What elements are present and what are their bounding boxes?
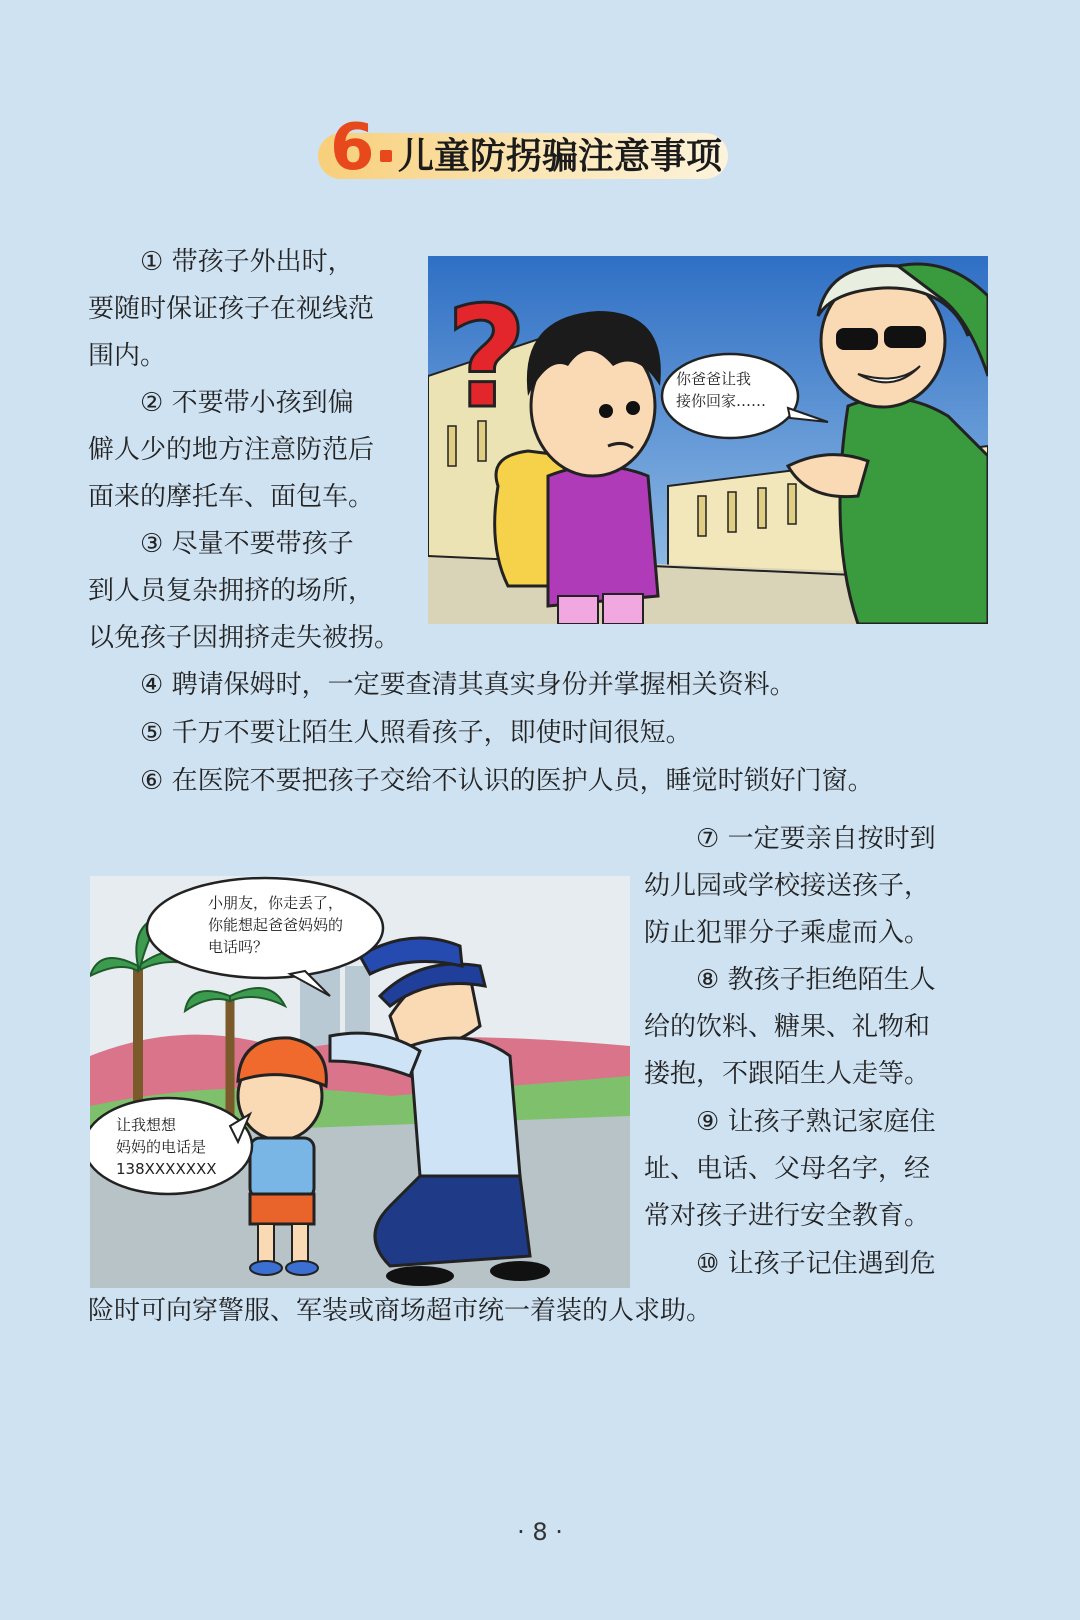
item-10-line-1: ⑩ 让孩子记住遇到危 — [696, 1249, 936, 1279]
svg-text:?: ? — [446, 277, 528, 440]
page-number: · 8 · — [517, 1518, 563, 1546]
item-2-line-3: 面来的摩托车、面包车。 — [88, 482, 375, 512]
section-number-dot — [380, 150, 392, 162]
item-3-line-3: 以免孩子因拥挤走失被拐。 — [88, 623, 401, 653]
item-8-line-1: ⑧ 教孩子拒绝陌生人 — [696, 965, 936, 995]
illustration-police-art — [90, 876, 630, 1288]
item-3-line-1: ③ 尽量不要带孩子 — [140, 529, 354, 559]
item-8-line-3: 搂抱，不跟陌生人走等。 — [644, 1059, 931, 1089]
item-4: ④ 聘请保姆时，一定要查清其真实身份并掌握相关资料。 — [140, 670, 796, 700]
item-8-line-2: 给的饮料、糖果、礼物和 — [644, 1012, 931, 1042]
police-speech-line-1: 小朋友，你走丢了， — [208, 894, 344, 912]
item-7-line-2: 幼儿园或学校接送孩子， — [644, 871, 931, 901]
item-9-line-1: ⑨ 让孩子熟记家庭住 — [696, 1107, 936, 1137]
section-number: 6 — [330, 111, 375, 185]
illustration-police — [90, 876, 630, 1288]
police-speech-line-3: 电话吗？ — [208, 938, 269, 956]
police-speech-line-2: 你能想起爸爸妈妈的 — [208, 916, 344, 934]
item-7-line-1: ⑦ 一定要亲自按时到 — [696, 824, 936, 854]
item-3-line-2: 到人员复杂拥挤的场所， — [88, 576, 375, 606]
child-speech-line-2: 妈妈的电话是 — [116, 1138, 207, 1156]
item-7-line-3: 防止犯罪分子乘虚而入。 — [644, 918, 931, 948]
item-6: ⑥ 在医院不要把孩子交给不认识的医护人员，睡觉时锁好门窗。 — [140, 766, 874, 796]
item-9-line-2: 址、电话、父母名字，经 — [644, 1154, 931, 1184]
item-1-line-3: 围内。 — [88, 341, 167, 371]
illustration-stranger-art — [428, 256, 988, 624]
page-title: 儿童防拐骗注意事项 — [398, 135, 723, 177]
child-speech-line-1: 让我想想 — [116, 1116, 177, 1134]
illustration-stranger — [428, 256, 988, 624]
item-2-line-1: ② 不要带小孩到偏 — [140, 388, 354, 418]
stranger-speech-line-2: 接你回家…… — [676, 392, 767, 410]
item-5: ⑤ 千万不要让陌生人照看孩子，即使时间很短。 — [140, 718, 692, 748]
item-9-line-3: 常对孩子进行安全教育。 — [644, 1201, 931, 1231]
item-1-line-1: ① 带孩子外出时， — [140, 247, 354, 277]
item-1-line-2: 要随时保证孩子在视线范 — [88, 294, 375, 324]
item-2-line-2: 僻人少的地方注意防范后 — [88, 435, 375, 465]
item-10-line-2: 险时可向穿警服、军装或商场超市统一着装的人求助。 — [88, 1296, 713, 1326]
stranger-speech-line-1: 你爸爸让我 — [676, 370, 752, 388]
child-speech-line-3: 138XXXXXXX — [116, 1160, 217, 1178]
